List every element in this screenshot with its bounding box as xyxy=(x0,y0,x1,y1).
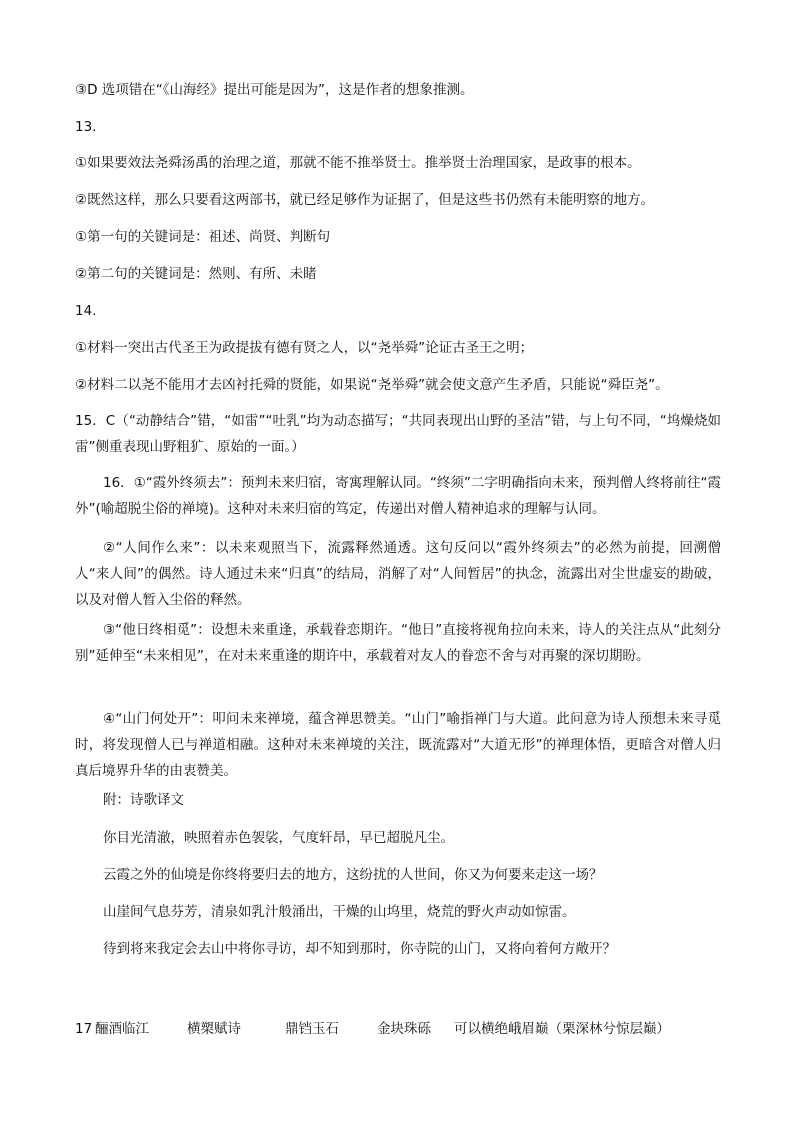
answer-13-translation-1: ①如果要效法尧舜汤禹的治理之道，那就不能不推举贤士。推举贤士治理国家，是政事的根本。 xyxy=(75,155,641,171)
answer-13-keywords-1: ①第一句的关键词是：祖述、尚贤、判断句 xyxy=(75,229,331,245)
translation-line: 云霞之外的仙境是你终将要归去的地方，这纷扰的人世间，你又为何要来走这一场？ xyxy=(103,867,603,883)
answer-13-translation-2: ②既然这样，那么只要看这两部书，就已经足够作为证据了，但是这些书仍然有未能明察的地方。 xyxy=(75,192,655,208)
answer-14-point-2: ②材料二以尧不能用才去凶衬托舜的贤能，如果说“尧举舜”就会使文意产生矛盾，只能说“舜臣尧”。 xyxy=(75,377,669,393)
answer-17-item: 金块珠砾 xyxy=(377,1021,431,1037)
answer-14-point-1: ①材料一突出古代圣王为政提拔有德有贤之人，以“尧举舜”论证古圣王之明； xyxy=(75,340,534,356)
translation-line: 你目光清澈，映照着赤色袈裟，气度轩昂，早已超脱凡尘。 xyxy=(103,830,454,846)
translation-heading: 附：诗歌译文 xyxy=(103,792,184,808)
answer-17-item: 酾酒临江 xyxy=(95,1021,149,1037)
answer-16-point-4: ④“山门何处开”：叩问未来禅境，蕴含禅思赞美。“山门”喻指禅门与大道。此问意为诗人预想未来寻觅时，将发现僧人已与禅道相融。这种对未来禅境的关注，既流露对“大道无形”的禅理体悟，更暗含对僧人归真后境界升华的由衷赞美。 xyxy=(75,711,721,779)
answer-17-item: 可以横绝峨眉巅（栗深林兮惊层巅） xyxy=(454,1021,670,1037)
question-14-number: 14. xyxy=(75,303,97,319)
answer-17 xyxy=(75,1018,670,1040)
answer-15: 15．C（“动静结合”错，“如雷”“吐乳”均为动态描写；“共同表现出山野的圣洁”错，与上句不同，“坞燥烧如雷”侧重表现山野粗犷、原始的一面。） xyxy=(75,413,721,455)
question-13-number: 13. xyxy=(75,119,97,135)
translation-line: 待到将来我定会去山中将你寻访，却不知到那时，你寺院的山门，又将向着何方敞开？ xyxy=(103,941,616,957)
answer-16-point-1: 16．①“霞外终须去”：预判未来归宿，寄寓理解认同。“终须”二字明确指向未来，预判僧人终将前往“霞外”(喻超脱尘俗的禅境)。这种对未来归宿的笃定，传递出对僧人精神追求的理解与认同。 xyxy=(75,475,721,517)
answer-16-point-3: ③“他日终相觅”：设想未来重逢，承载眷恋期许。“他日”直接将视角拉向未来，诗人的关注点从“此刻分别”延伸至“未来相见”，在对未来重逢的期许中，承载着对友人的眷恋不舍与对再聚的深切期盼。 xyxy=(75,622,721,664)
answer-12-3: ③D 选项错在“《山海经》提出可能是因为”，这是作者的想象推测。 xyxy=(75,82,474,98)
translation-line: 山崖间气息芬芳，清泉如乳汁般涌出，干燥的山坞里，烧荒的野火声动如惊雷。 xyxy=(103,904,576,920)
answer-17-item: 鼎铛玉石 xyxy=(285,1021,339,1037)
question-17-number: 17 xyxy=(75,1021,93,1037)
answer-16-point-2: ②“人间作么来”：以未来观照当下，流露释然通透。这句反问以“霞外终须去”的必然为前提，回溯僧人“来人间”的偶然。诗人通过未来“归真”的结局，消解了对“人间暂居”的执念，流露出对尘世虚妄的勘破，以及对僧人暂入尘俗的释然。 xyxy=(75,540,721,608)
answer-13-keywords-2: ②第二句的关键词是：然则、有所、未睹 xyxy=(75,266,317,282)
answer-17-item: 横槊赋诗 xyxy=(187,1021,241,1037)
